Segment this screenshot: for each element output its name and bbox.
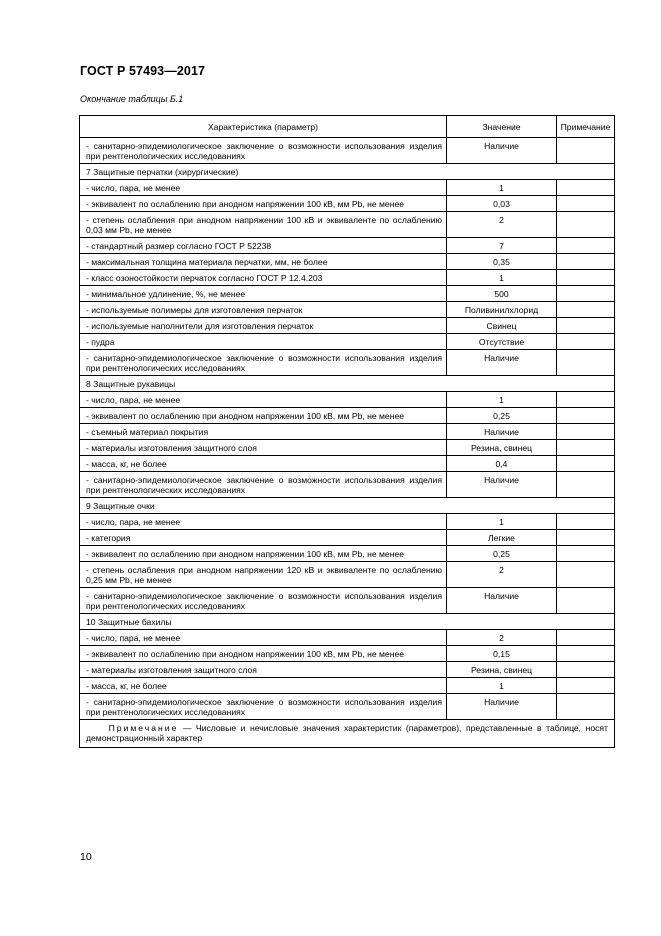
note-cell	[557, 646, 615, 662]
parameter-cell: - класс озоностойкости перчаток согласно ГОСТ Р 12.4.203	[80, 270, 447, 286]
section-row	[80, 376, 615, 392]
note-cell	[557, 270, 615, 286]
table-row	[80, 270, 615, 286]
value-cell: 0,15	[447, 646, 557, 662]
value-cell: 2	[447, 630, 557, 646]
parameter-cell: - степень ослабления при анодном напряжении 100 кВ и эквиваленте по ослаблению 0,03 мм Pb, не менее	[80, 212, 447, 238]
value-cell: 0,25	[447, 546, 557, 562]
parameter-cell: - масса, кг, не более	[80, 678, 447, 694]
column-header-parameter: Характеристика (параметр)	[80, 116, 447, 138]
table-row	[80, 424, 615, 440]
table-row	[80, 180, 615, 196]
parameter-cell: - минимальное удлинение, %, не менее	[80, 286, 447, 302]
section-row	[80, 164, 615, 180]
value-cell: Резина, свинец	[447, 440, 557, 456]
value-cell: 1	[447, 270, 557, 286]
table-row	[80, 456, 615, 472]
value-cell: 1	[447, 392, 557, 408]
table-body	[80, 138, 615, 720]
table-row	[80, 254, 615, 270]
note-cell	[557, 662, 615, 678]
value-cell: 0,03	[447, 196, 557, 212]
table-caption: Окончание таблицы Б.1	[80, 94, 184, 104]
parameter-cell: - санитарно-эпидемиологическое заключение о возможности использования изделия при рентгенологических исследованиях	[80, 694, 447, 720]
document-code: ГОСТ Р 57493—2017	[80, 64, 206, 78]
parameter-cell: - санитарно-эпидемиологическое заключение о возможности использования изделия при рентгенологических исследованиях	[80, 350, 447, 376]
parameter-cell: - категория	[80, 530, 447, 546]
note-cell	[557, 212, 615, 238]
value-cell: Резина, свинец	[447, 662, 557, 678]
section-title: 9 Защитные очки	[80, 498, 615, 514]
footnote-cell	[80, 720, 615, 748]
table-row	[80, 302, 615, 318]
parameter-cell: - съемный материал покрытия	[80, 424, 447, 440]
value-cell: Наличие	[447, 138, 557, 164]
parameter-cell: - эквивалент по ослаблению при анодном напряжении 100 кВ, мм Pb, не менее	[80, 646, 447, 662]
footnote-text: — Числовые и нечисловые значения характеристик (параметров), представленные в таблице, носят демонстрационный характер	[86, 723, 608, 743]
table-row	[80, 514, 615, 530]
footnote-label: Примечание	[108, 723, 179, 733]
value-cell: Наличие	[447, 424, 557, 440]
table-row	[80, 630, 615, 646]
table-row	[80, 286, 615, 302]
table-row	[80, 212, 615, 238]
value-cell: 0,35	[447, 254, 557, 270]
note-cell	[557, 546, 615, 562]
table-header	[80, 116, 615, 138]
table-row	[80, 678, 615, 694]
value-cell: Наличие	[447, 350, 557, 376]
parameter-cell: - эквивалент по ослаблению при анодном напряжении 100 кВ, мм Pb, не менее	[80, 196, 447, 212]
page-number: 10	[80, 851, 92, 863]
parameter-cell: - масса, кг, не более	[80, 456, 447, 472]
note-cell	[557, 562, 615, 588]
table-row	[80, 196, 615, 212]
table-row	[80, 588, 615, 614]
note-cell	[557, 392, 615, 408]
value-cell: 0,4	[447, 456, 557, 472]
note-cell	[557, 440, 615, 456]
note-cell	[557, 530, 615, 546]
value-cell: 1	[447, 180, 557, 196]
parameter-cell: - материалы изготовления защитного слоя	[80, 440, 447, 456]
note-cell	[557, 456, 615, 472]
spec-table	[79, 115, 615, 748]
parameter-cell: - санитарно-эпидемиологическое заключение о возможности использования изделия при рентгенологических исследованиях	[80, 588, 447, 614]
value-cell: Свинец	[447, 318, 557, 334]
note-cell	[557, 472, 615, 498]
note-cell	[557, 318, 615, 334]
value-cell: 1	[447, 514, 557, 530]
table-header-row	[80, 116, 615, 138]
parameter-cell: - пудра	[80, 334, 447, 350]
note-cell	[557, 196, 615, 212]
parameter-cell: - используемые наполнители для изготовления перчаток	[80, 318, 447, 334]
note-cell	[557, 138, 615, 164]
parameter-cell: - материалы изготовления защитного слоя	[80, 662, 447, 678]
table-row	[80, 662, 615, 678]
table-row	[80, 440, 615, 456]
parameter-cell: - степень ослабления при анодном напряжении 120 кВ и эквиваленте по ослаблению 0,25 мм Pb, не менее	[80, 562, 447, 588]
value-cell: Наличие	[447, 472, 557, 498]
note-cell	[557, 254, 615, 270]
table-row	[80, 392, 615, 408]
note-cell	[557, 334, 615, 350]
table-row	[80, 546, 615, 562]
note-cell	[557, 238, 615, 254]
note-cell	[557, 286, 615, 302]
parameter-cell: - эквивалент по ослаблению при анодном напряжении 100 кВ, мм Pb, не менее	[80, 546, 447, 562]
section-row	[80, 614, 615, 630]
parameter-cell: - максимальная толщина материала перчатки, мм, не более	[80, 254, 447, 270]
section-title: 8 Защитные рукавицы	[80, 376, 615, 392]
note-cell	[557, 514, 615, 530]
table-row	[80, 472, 615, 498]
table-row	[80, 334, 615, 350]
value-cell: 2	[447, 562, 557, 588]
parameter-cell: - используемые полимеры для изготовления перчаток	[80, 302, 447, 318]
note-cell	[557, 180, 615, 196]
table-row	[80, 646, 615, 662]
table-row	[80, 238, 615, 254]
table-row	[80, 530, 615, 546]
parameter-cell: - число, пара, не менее	[80, 392, 447, 408]
note-cell	[557, 350, 615, 376]
parameter-cell: - число, пара, не менее	[80, 630, 447, 646]
column-header-note: Примечание	[557, 116, 615, 138]
note-cell	[557, 694, 615, 720]
parameter-cell: - число, пара, не менее	[80, 180, 447, 196]
value-cell: 7	[447, 238, 557, 254]
parameter-cell: - санитарно-эпидемиологическое заключение о возможности использования изделия при рентгенологических исследованиях	[80, 138, 447, 164]
table-row	[80, 318, 615, 334]
note-cell	[557, 588, 615, 614]
table-footnote	[80, 720, 615, 748]
value-cell: Легкие	[447, 530, 557, 546]
value-cell: 500	[447, 286, 557, 302]
table-row	[80, 694, 615, 720]
note-cell	[557, 408, 615, 424]
value-cell: 2	[447, 212, 557, 238]
value-cell: 1	[447, 678, 557, 694]
value-cell: Отсутствие	[447, 334, 557, 350]
parameter-cell: - санитарно-эпидемиологическое заключение о возможности использования изделия при рентгенологических исследованиях	[80, 472, 447, 498]
table-row	[80, 350, 615, 376]
parameter-cell: - число, пара, не менее	[80, 514, 447, 530]
note-cell	[557, 678, 615, 694]
parameter-cell: - эквивалент по ослаблению при анодном напряжении 100 кВ, мм Pb, не менее	[80, 408, 447, 424]
table-row	[80, 138, 615, 164]
column-header-value: Значение	[447, 116, 557, 138]
note-cell	[557, 424, 615, 440]
value-cell: Наличие	[447, 588, 557, 614]
value-cell: Поливинилхлорид	[447, 302, 557, 318]
value-cell: Наличие	[447, 694, 557, 720]
table-row	[80, 562, 615, 588]
note-cell	[557, 630, 615, 646]
note-cell	[557, 302, 615, 318]
footnote-row	[80, 720, 615, 748]
section-title: 10 Защитные бахилы	[80, 614, 615, 630]
parameter-cell: - стандартный размер согласно ГОСТ Р 52238	[80, 238, 447, 254]
value-cell: 0,25	[447, 408, 557, 424]
table-row	[80, 408, 615, 424]
section-row	[80, 498, 615, 514]
section-title: 7 Защитные перчатки (хирургические)	[80, 164, 615, 180]
